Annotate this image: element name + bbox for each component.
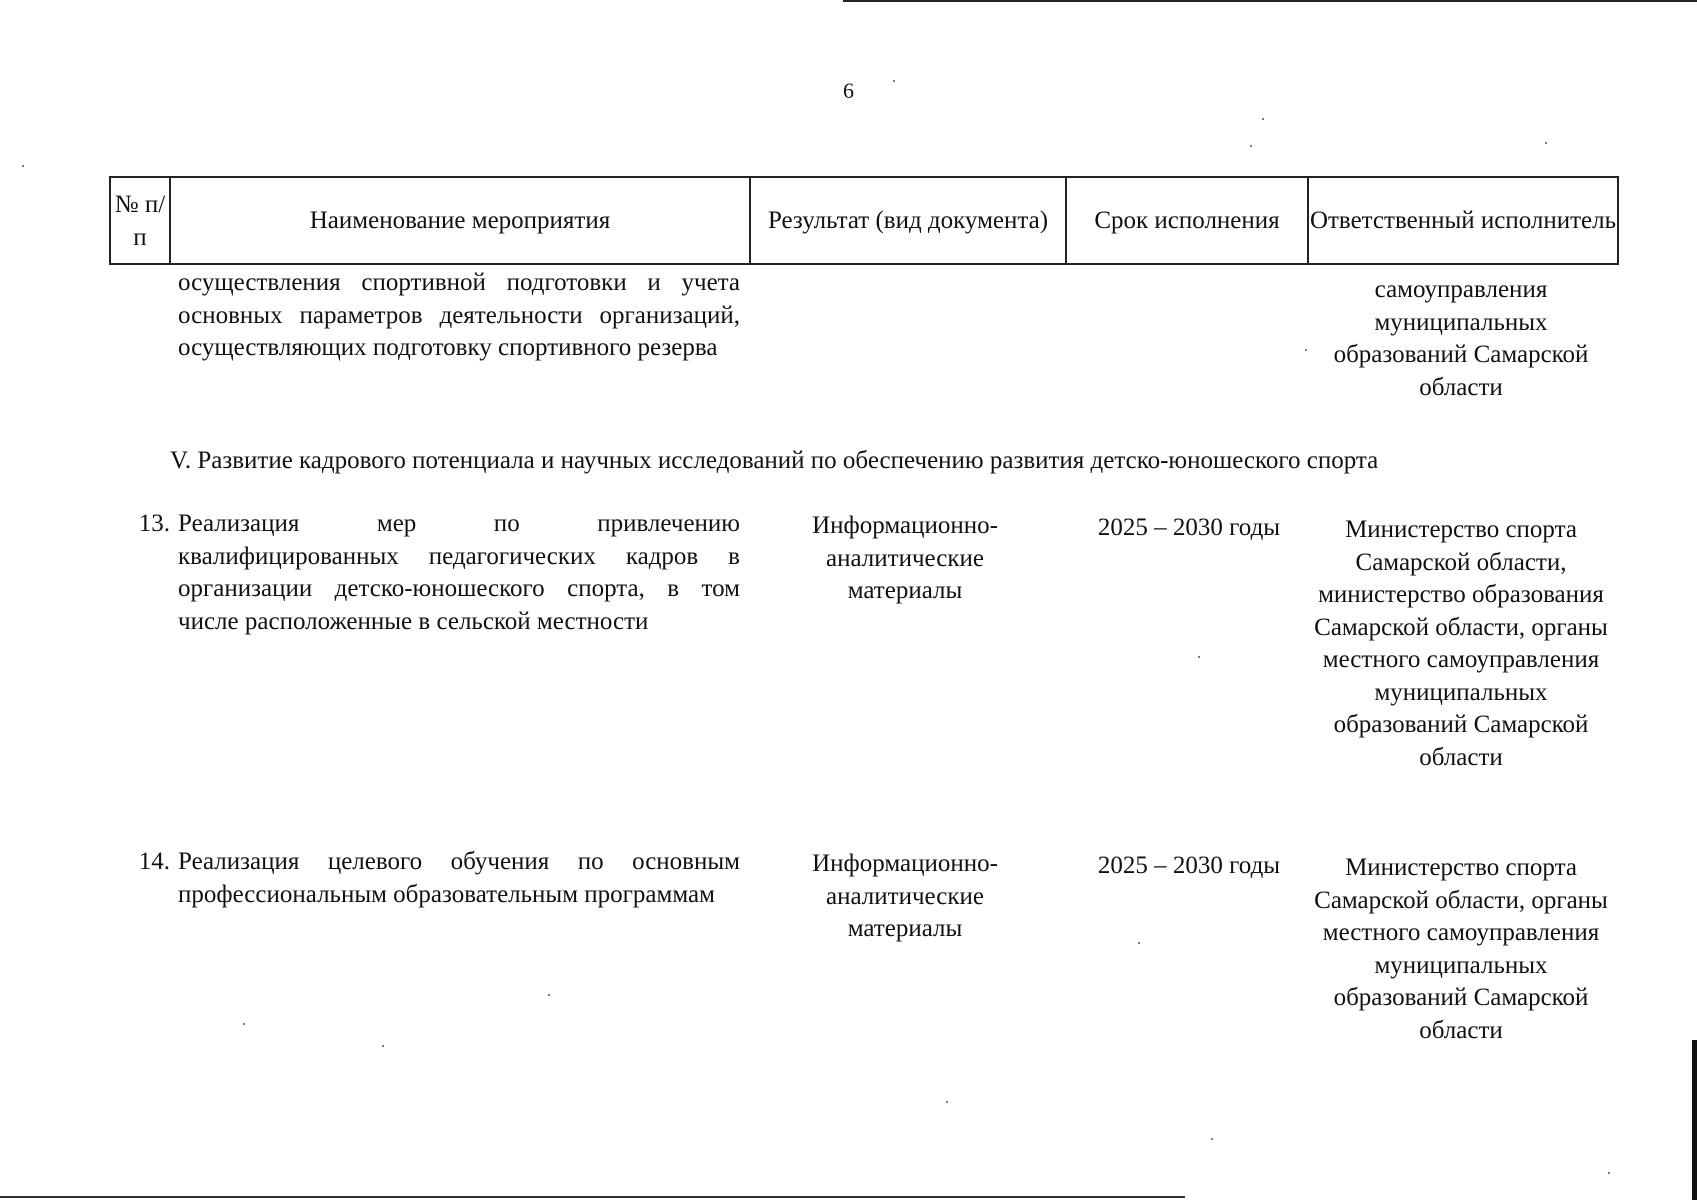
continuation-name: осуществления спортивной подготовки и учета основных параметров деятельности организаций, осуществляющих подготовку спортивного резерва (178, 269, 740, 361)
row-13-name: Реализация мер по привлечению квалифицированных педагогических кадров в организации детско-юношеского спорта, в том числе расположенные в сельской местности (178, 510, 740, 635)
scan-speck (382, 1045, 384, 1047)
bottom-border-line (0, 1196, 1185, 1198)
scan-speck (946, 1101, 948, 1103)
continuation-responsible: самоуправления муниципальных образований Самарской области (1333, 276, 1589, 401)
scan-speck (1262, 118, 1264, 120)
scan-edge-shadow (1692, 1040, 1697, 1200)
row-14-responsible: Министерство спорта Самарской области, органы местного самоуправления муниципальных образований Самарской области (1314, 854, 1608, 1044)
scan-speck (1305, 349, 1307, 351)
table-header (109, 176, 1619, 265)
scan-speck (1608, 1172, 1610, 1174)
scan-speck (548, 994, 550, 996)
header-responsible: Ответственный исполнитель (1309, 207, 1617, 234)
row-13-responsible: Министерство спорта Самарской области, министерство образования Самарской области, органы местного самоуправления муниципальных образований Самарской области (1314, 516, 1608, 771)
header-result: Результат (вид документа) (751, 178, 1067, 263)
top-border-line (843, 0, 1697, 2)
row-14-term: 2025 – 2030 годы (1097, 852, 1281, 879)
header-name: Наименование мероприятия (171, 178, 751, 263)
page-number: 6 (843, 78, 854, 103)
row-13-result: Информационно-аналитические материалы (812, 512, 998, 604)
section-heading: V. Развитие кадрового потенциала и научных исследований по обеспечению развития детско-юношеского спорта (170, 447, 1379, 474)
scan-speck (1250, 145, 1252, 147)
row-13-num: 13. (138, 510, 170, 537)
scan-speck (1211, 1138, 1213, 1140)
scan-speck (1545, 142, 1547, 144)
row-13-term: 2025 – 2030 годы (1097, 514, 1281, 541)
row-14-name: Реализация целевого обучения по основным профессиональным образовательным программам (178, 848, 740, 908)
header-num: № п/п (111, 178, 171, 263)
scan-speck (22, 165, 24, 167)
row-14-num: 14. (138, 848, 170, 875)
scan-speck (893, 80, 895, 82)
scan-speck (1198, 656, 1200, 658)
scan-speck (243, 1023, 245, 1025)
row-14-result: Информационно-аналитические материалы (812, 850, 998, 942)
scan-speck (1138, 942, 1140, 944)
header-term: Срок исполнения (1067, 178, 1309, 263)
